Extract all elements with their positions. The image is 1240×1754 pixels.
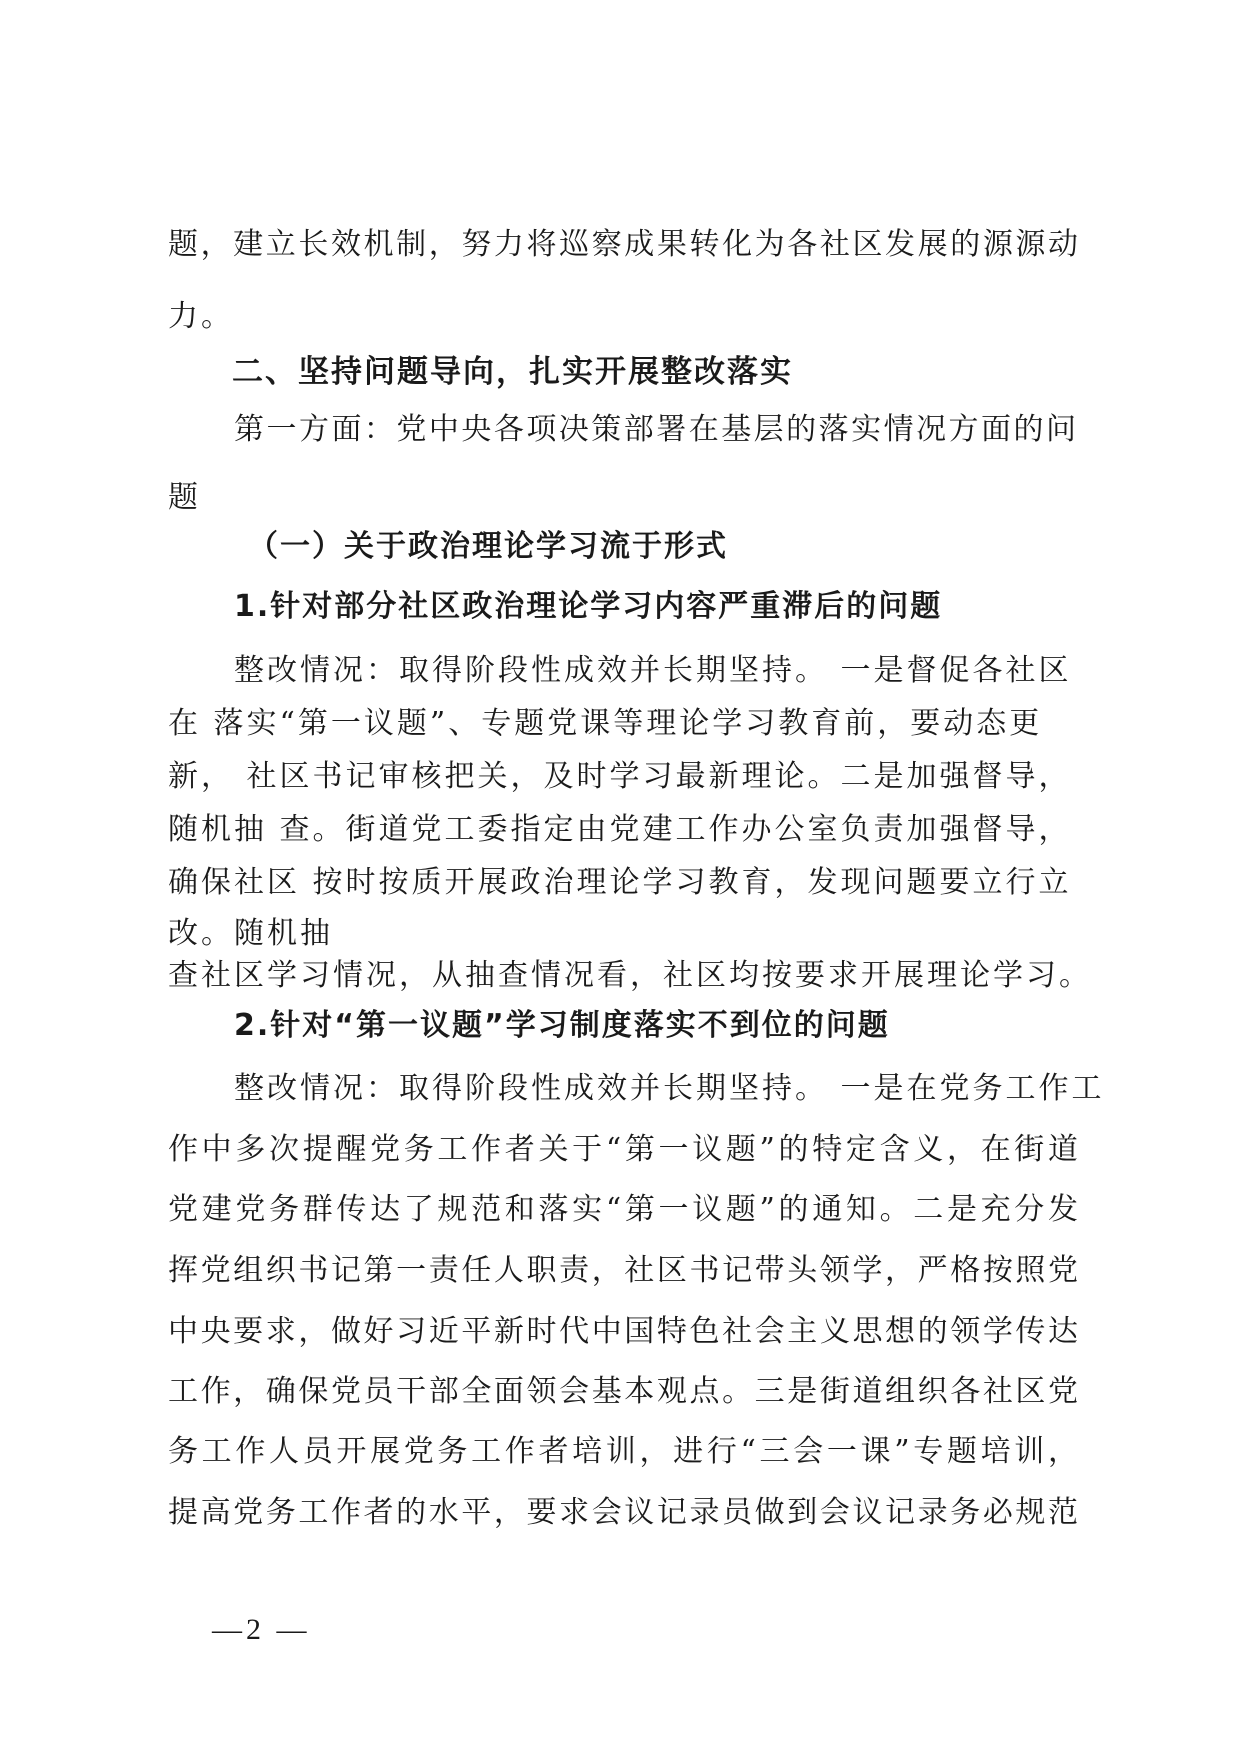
- item-heading: 2.针对“第一议题”学习制度落实不到位的问题: [234, 1008, 890, 1043]
- paragraph-line: 党建党务群传达了规范和落实“第一议题”的通知。二是充分发: [168, 1192, 1078, 1227]
- item-heading: 1.针对部分社区政治理论学习内容严重滞后的问题: [234, 589, 943, 624]
- paragraph-line: 题: [168, 480, 201, 515]
- paragraph-line: 务工作人员开展党务工作者培训，进行“三会一课”专题培训，: [168, 1434, 1078, 1469]
- paragraph-line: 挥党组织书记第一责任人职责，社区书记带头领学，严格按照党: [168, 1253, 1078, 1288]
- page-number: —2 —: [212, 1613, 311, 1646]
- section-heading: 二、坚持问题导向，扎实开展整改落实: [232, 354, 793, 390]
- paragraph-line: 中央要求，做好习近平新时代中国特色社会主义思想的领学传达: [168, 1314, 1078, 1349]
- paragraph-line: 随机抽 查。街道党工委指定由党建工作办公室负责加强督导，: [168, 812, 1072, 847]
- paragraph-line: 第一方面：党中央各项决策部署在基层的落实情况方面的问: [234, 412, 1076, 447]
- paragraph-line: 工作，确保党员干部全面领会基本观点。三是街道组织各社区党: [168, 1374, 1078, 1409]
- paragraph-line: 新， 社区书记审核把关，及时学习最新理论。二是加强督导，: [168, 759, 1072, 794]
- paragraph-line: 提高党务工作者的水平，要求会议记录员做到会议记录务必规范: [168, 1495, 1078, 1530]
- paragraph-line: 整改情况：取得阶段性成效并长期坚持。 一是在党务工作工: [234, 1071, 1105, 1106]
- paragraph-line: 题，建立长效机制，努力将巡察成果转化为各社区发展的源源动: [168, 227, 1078, 262]
- paragraph-line: 作中多次提醒党务工作者关于“第一议题”的特定含义，在街道: [168, 1132, 1078, 1167]
- paragraph-line: 在 落实“第一议题”、专题党课等理论学习教育前，要动态更: [168, 706, 1043, 741]
- paragraph-line: 整改情况：取得阶段性成效并长期坚持。 一是督促各社区: [234, 653, 1072, 688]
- subsection-heading: （一）关于政治理论学习流于形式: [248, 529, 728, 564]
- paragraph-line: 查社区学习情况，从抽查情况看，社区均按要求开展理论学习。: [168, 958, 1092, 993]
- paragraph-line: 力。: [168, 299, 234, 334]
- paragraph-line: 改。随机抽: [168, 916, 333, 951]
- paragraph-line: 确保社区 按时按质开展政治理论学习教育，发现问题要立行立: [168, 865, 1072, 900]
